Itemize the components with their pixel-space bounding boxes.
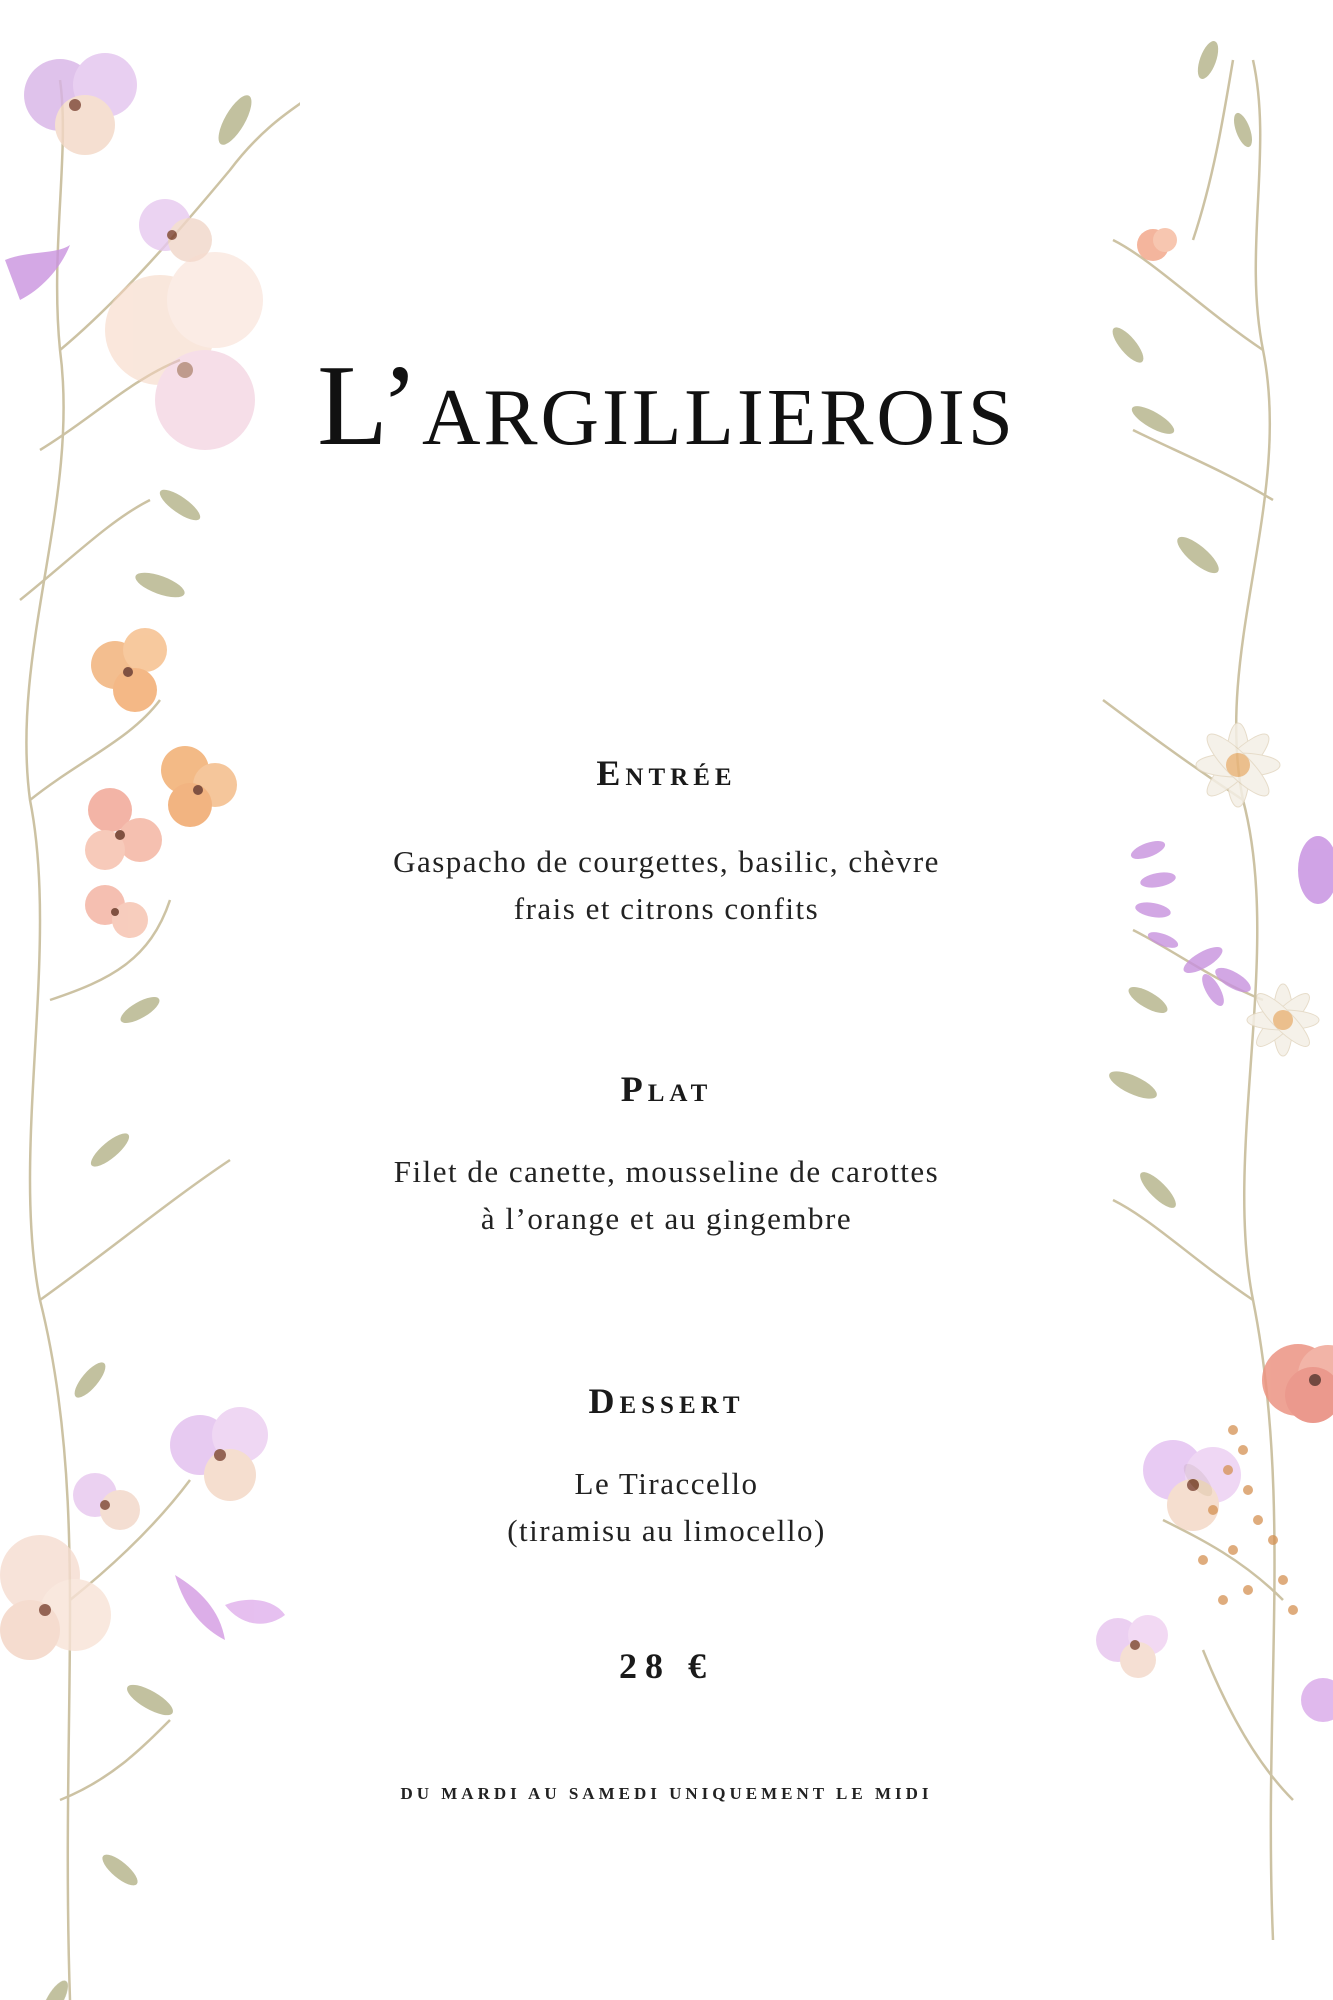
plat-heading: Plat <box>620 1069 713 1109</box>
availability-note: DU MARDI AU SAMEDI UNIQUEMENT LE MIDI <box>400 1784 933 1803</box>
entree-line-1: Gaspacho de courgettes, basilic, chèvre <box>393 844 940 879</box>
plat-line-1: Filet de canette, mousseline de carottes <box>393 1154 940 1189</box>
dessert-line-2: (tiramisu au limocello) <box>507 1513 826 1548</box>
dessert-line-1: Le Tiraccello <box>574 1466 759 1501</box>
entree-heading: Entrée <box>596 753 737 793</box>
plat-description <box>333 1148 1000 1242</box>
restaurant-name: L’argillierois <box>317 342 1016 470</box>
menu-price: 28 € <box>619 1646 714 1686</box>
entree-description <box>333 838 1000 932</box>
dessert-description <box>333 1460 1000 1554</box>
dessert-heading: Dessert <box>588 1381 745 1421</box>
entree-line-2: frais et citrons confits <box>513 891 820 926</box>
plat-line-2: à l’orange et au gingembre <box>480 1201 853 1236</box>
